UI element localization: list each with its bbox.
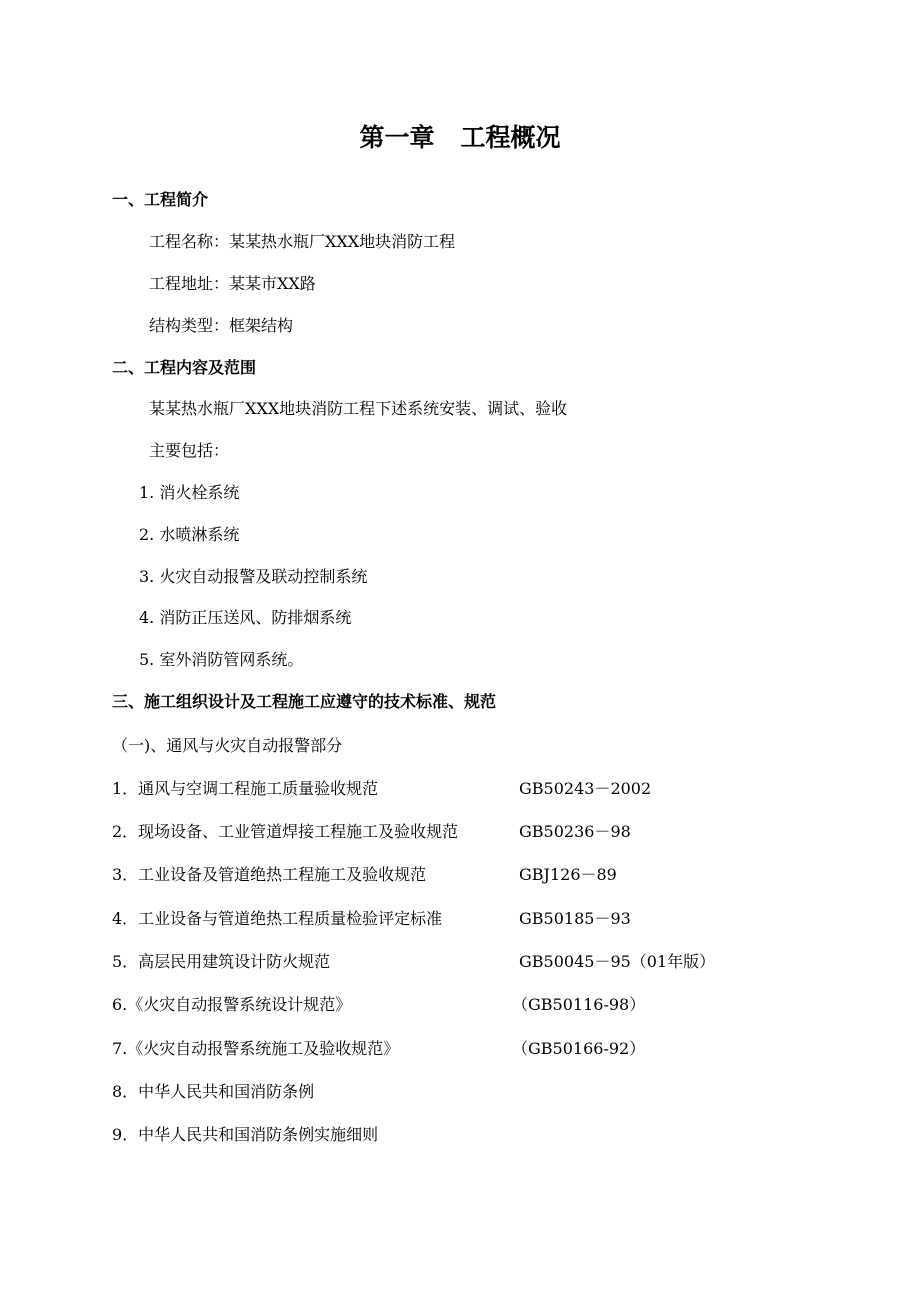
- list-item: 5. 室外消防管网系统。: [139, 650, 304, 669]
- list-item: 1. 消火栓系统: [139, 483, 240, 502]
- standard-code: GBJ126－89: [519, 865, 617, 884]
- standard-code: GB50243－2002: [519, 779, 652, 798]
- standard-name: 6.《火灾自动报警系统设计规范》: [112, 995, 352, 1014]
- standard-name: 1．通风与空调工程施工质量验收规范: [112, 779, 379, 798]
- standard-code: （GB50116-98）: [512, 995, 646, 1014]
- subsection-heading: （一)、通风与火灾自动报警部分: [112, 736, 343, 755]
- list-item: 4. 消防正压送风、防排烟系统: [139, 608, 352, 627]
- structure-type-line: 结构类型：框架结构: [149, 316, 294, 335]
- standard-code: GB50185－93: [519, 909, 631, 928]
- chapter-number: 第一章: [359, 123, 435, 152]
- standard-name: 3．工业设备及管道绝热工程施工及验收规范: [112, 865, 427, 884]
- section-heading-scope: 二、工程内容及范围: [112, 358, 257, 377]
- standard-name: 5．高层民用建筑设计防火规范: [112, 952, 331, 971]
- chapter-title: [0, 118, 920, 154]
- project-name-line: 工程名称：某某热水瓶厂XXX地块消防工程: [149, 232, 456, 251]
- section-heading-overview: 一、工程简介: [112, 190, 209, 209]
- standard-name: 8．中华人民共和国消防条例: [112, 1082, 315, 1101]
- scope-main-label: 主要包括：: [149, 441, 230, 460]
- standard-code: GB50045－95（01年版）: [519, 952, 716, 971]
- standard-code: （GB50166-92）: [512, 1039, 646, 1058]
- list-item: 2. 水喷淋系统: [139, 525, 240, 544]
- standard-name: 4．工业设备与管道绝热工程质量检验评定标准: [112, 909, 443, 928]
- scope-intro: 某某热水瓶厂XXX地块消防工程下述系统安装、调试、验收: [149, 399, 568, 418]
- standard-name: 9．中华人民共和国消防条例实施细则: [112, 1125, 379, 1144]
- standard-name: 2．现场设备、工业管道焊接工程施工及验收规范: [112, 822, 459, 841]
- project-address-line: 工程地址：某某市XX路: [149, 274, 316, 293]
- standard-name: 7.《火灾自动报警系统施工及验收规范》: [112, 1039, 400, 1058]
- section-heading-standards: 三、施工组织设计及工程施工应遵守的技术标准、规范: [112, 692, 497, 711]
- standard-code: GB50236－98: [519, 822, 631, 841]
- list-item: 3. 火灾自动报警及联动控制系统: [139, 567, 368, 586]
- chapter-name: 工程概况: [460, 123, 561, 152]
